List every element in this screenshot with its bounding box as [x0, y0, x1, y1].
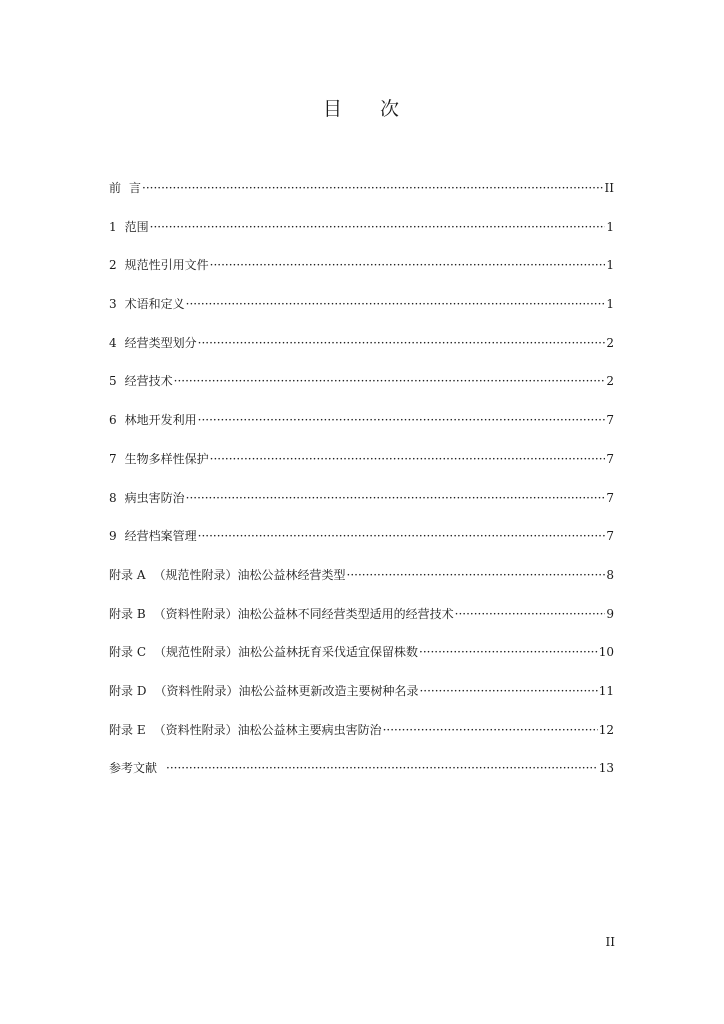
toc-entry-text: 林地开发利用	[124, 413, 197, 428]
toc-entry-number: 附录 A	[109, 567, 146, 582]
toc-entry-label	[109, 449, 209, 469]
toc-entry-number: 附录 B	[109, 606, 146, 621]
toc-entry-label	[109, 371, 173, 391]
toc-entry-5[interactable]	[109, 371, 614, 410]
toc-entry-number: 9	[109, 529, 117, 544]
toc-entry-text: 病虫害防治	[124, 490, 185, 505]
dot-leader	[174, 371, 606, 391]
toc-entry-2[interactable]	[109, 255, 614, 294]
dot-leader	[166, 758, 598, 778]
toc-entry-label	[109, 217, 149, 237]
toc-entry-text: （规范性附录）油松公益林抚育采伐适宜保留株数	[154, 645, 419, 660]
toc-entry-appendix-a[interactable]	[109, 565, 614, 604]
toc-entry-appendix-c[interactable]	[109, 642, 614, 681]
toc-entry-page: 1	[606, 219, 614, 234]
toc-title	[0, 94, 724, 121]
toc-entry-number: 附录 C	[109, 645, 146, 660]
dot-leader	[419, 681, 597, 701]
toc-entry-page: II	[604, 181, 614, 195]
toc-entry-page: 1	[606, 258, 614, 273]
toc-entry-number: 前	[109, 181, 122, 195]
toc-entry-number: 8	[109, 490, 117, 505]
toc-entry-text: 生物多样性保护	[124, 451, 209, 466]
dot-leader	[150, 217, 606, 237]
toc-entry-label	[109, 565, 346, 585]
toc-entry-label	[109, 255, 209, 275]
toc-entry-number: 4	[109, 335, 117, 350]
toc-entry-text: 术语和定义	[124, 297, 185, 312]
toc-entry-label	[109, 720, 382, 740]
toc-entry-4[interactable]	[109, 333, 614, 372]
toc-entry-page: 7	[606, 413, 614, 428]
toc-entry-references[interactable]	[109, 758, 614, 797]
toc-entry-number: 附录 D	[109, 683, 147, 698]
dot-leader	[142, 178, 603, 198]
toc-entry-text: 经营技术	[124, 374, 173, 389]
toc-entry-page: 7	[606, 451, 614, 466]
toc-entry-text: （资料性附录）油松公益林主要病虫害防治	[153, 722, 382, 737]
toc-entry-text: 经营档案管理	[124, 529, 197, 544]
toc-entry-label	[109, 642, 418, 662]
dot-leader	[419, 642, 598, 662]
toc-title-first-char: 目	[322, 98, 344, 120]
toc-entry-page: 9	[606, 606, 614, 621]
toc-entry-text: （资料性附录）油松公益林更新改造主要树种名录	[154, 683, 419, 698]
dot-leader	[210, 449, 606, 469]
toc-entry-page: 7	[606, 529, 614, 544]
toc-entry-appendix-d[interactable]	[109, 681, 614, 720]
toc-entry-page: 1	[606, 297, 614, 312]
toc-title-second-char: 次	[380, 98, 402, 120]
dot-leader	[210, 255, 606, 275]
toc-entry-page: 2	[606, 335, 614, 350]
toc-entry-number: 参考文献	[109, 761, 158, 776]
dot-leader	[383, 720, 598, 740]
dot-leader	[198, 333, 606, 353]
dot-leader	[186, 488, 606, 508]
toc-entry-page: 11	[598, 683, 614, 698]
toc-entry-page: 7	[606, 490, 614, 505]
toc-entry-page: 10	[598, 645, 614, 660]
toc-entry-6[interactable]	[109, 410, 614, 449]
dot-leader	[455, 604, 606, 624]
toc-entry-label	[109, 333, 197, 353]
toc-entry-text: 规范性引用文件	[124, 258, 209, 273]
toc-entry-label	[109, 488, 185, 508]
toc-entry-page: 12	[598, 722, 614, 737]
toc-entry-label	[109, 681, 418, 701]
toc-entry-page: 2	[606, 374, 614, 389]
toc-entry-number: 5	[109, 374, 117, 389]
toc-entry-appendix-e[interactable]	[109, 720, 614, 759]
toc-entry-page: 8	[606, 567, 614, 582]
toc-entry-label	[109, 758, 165, 778]
toc-entry-number: 3	[109, 297, 117, 312]
toc-entry-label	[109, 410, 197, 430]
table-of-contents	[109, 178, 614, 797]
toc-entry-number: 1	[109, 219, 117, 234]
dot-leader	[347, 565, 606, 585]
dot-leader	[198, 410, 606, 430]
toc-entry-label	[109, 294, 185, 314]
toc-entry-number: 7	[109, 451, 117, 466]
toc-entry-appendix-b[interactable]	[109, 604, 614, 643]
toc-entry-text: （规范性附录）油松公益林经营类型	[153, 567, 346, 582]
toc-entry-3[interactable]	[109, 294, 614, 333]
toc-entry-number: 6	[109, 413, 117, 428]
toc-entry-9[interactable]	[109, 526, 614, 565]
toc-entry-number: 2	[109, 258, 117, 273]
toc-entry-text: 范围	[124, 219, 149, 234]
toc-entry-8[interactable]	[109, 488, 614, 527]
toc-entry-7[interactable]	[109, 449, 614, 488]
toc-entry-label	[109, 178, 141, 198]
toc-entry-text: （资料性附录）油松公益林不同经营类型适用的经营技术	[153, 606, 454, 621]
toc-entry-foreword[interactable]	[109, 178, 614, 217]
toc-entry-label	[109, 604, 454, 624]
toc-entry-label	[109, 526, 197, 546]
toc-entry-text: 言	[129, 181, 142, 195]
toc-entry-text: 经营类型划分	[124, 335, 197, 350]
dot-leader	[198, 526, 606, 546]
toc-entry-page: 13	[598, 761, 614, 776]
dot-leader	[186, 294, 606, 314]
toc-entry-1[interactable]	[109, 217, 614, 256]
toc-entry-number: 附录 E	[109, 722, 146, 737]
page-number: II	[605, 935, 615, 949]
